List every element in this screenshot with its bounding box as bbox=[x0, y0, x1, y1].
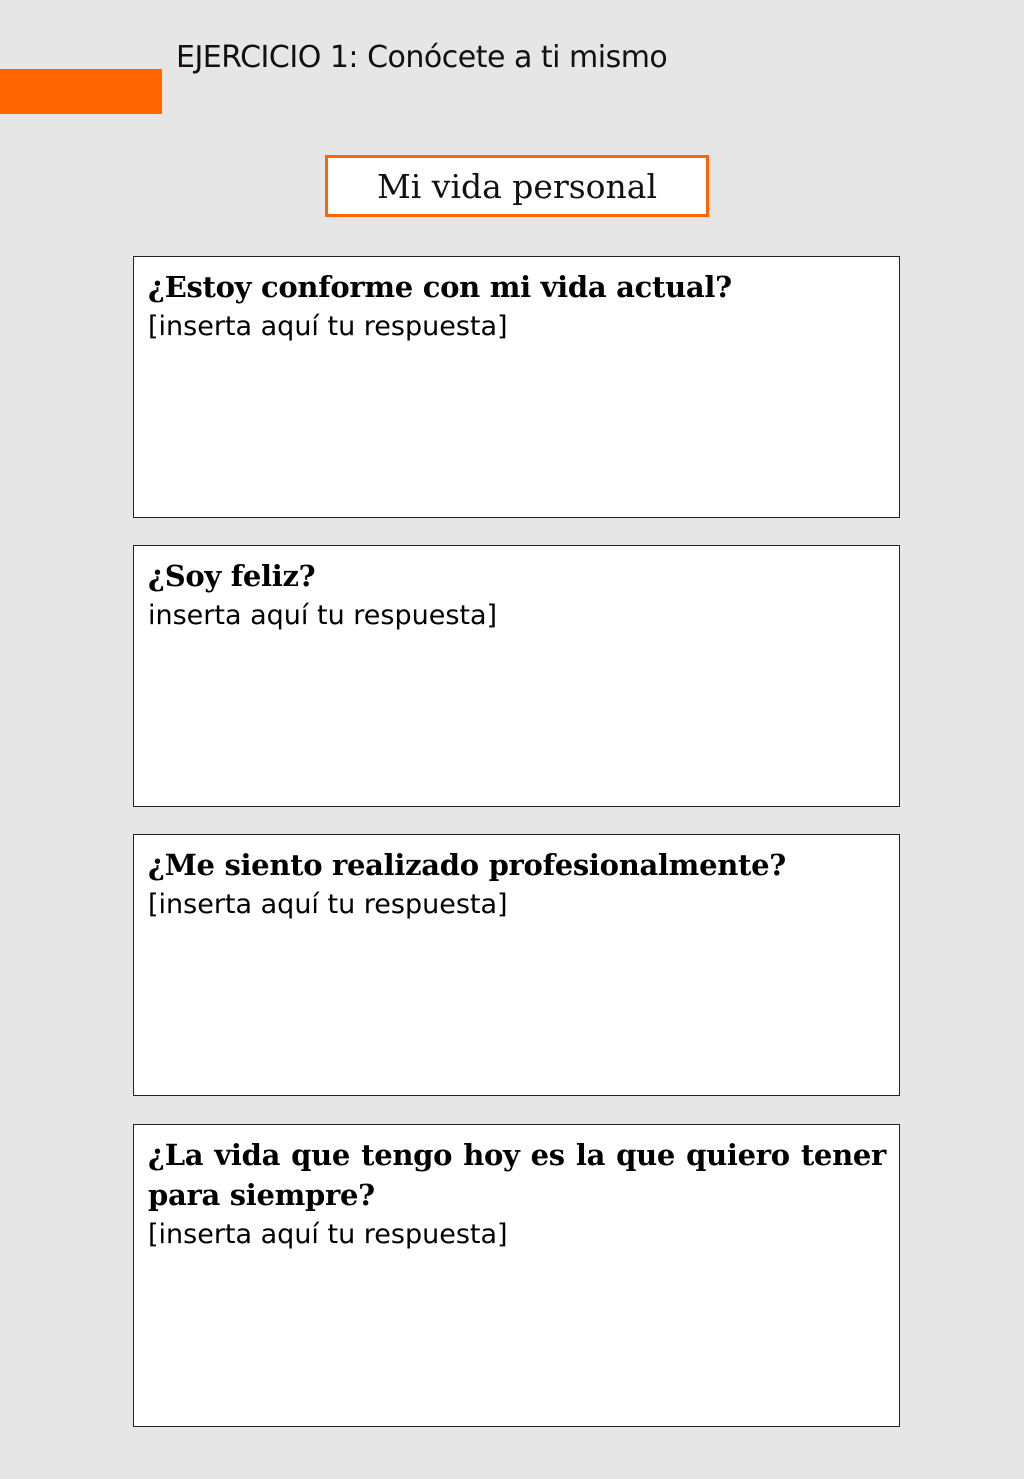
question-card-conforme[interactable] bbox=[133, 256, 900, 518]
question-card-vida-futura[interactable] bbox=[133, 1124, 900, 1427]
question-card-feliz[interactable] bbox=[133, 545, 900, 807]
question-text: ¿Me siento realizado profesionalmente? bbox=[148, 848, 786, 882]
question-text: ¿Soy feliz? bbox=[148, 559, 316, 593]
page-title: EJERCICIO 1: Conócete a ti mismo bbox=[176, 40, 668, 75]
question-text: ¿La vida que tengo hoy es la que quiero tener para siempre? bbox=[148, 1138, 886, 1212]
section-title-box bbox=[325, 155, 709, 217]
answer-field[interactable]: [inserta aquí tu respuesta] bbox=[148, 311, 508, 342]
question-card-realizado[interactable] bbox=[133, 834, 900, 1096]
answer-field[interactable]: [inserta aquí tu respuesta] bbox=[148, 1219, 508, 1250]
answer-field[interactable]: inserta aquí tu respuesta] bbox=[148, 600, 498, 631]
section-title: Mi vida personal bbox=[376, 166, 658, 206]
orange-accent-bar bbox=[0, 69, 162, 114]
answer-field[interactable]: [inserta aquí tu respuesta] bbox=[148, 889, 508, 920]
question-text: ¿Estoy conforme con mi vida actual? bbox=[148, 270, 732, 304]
